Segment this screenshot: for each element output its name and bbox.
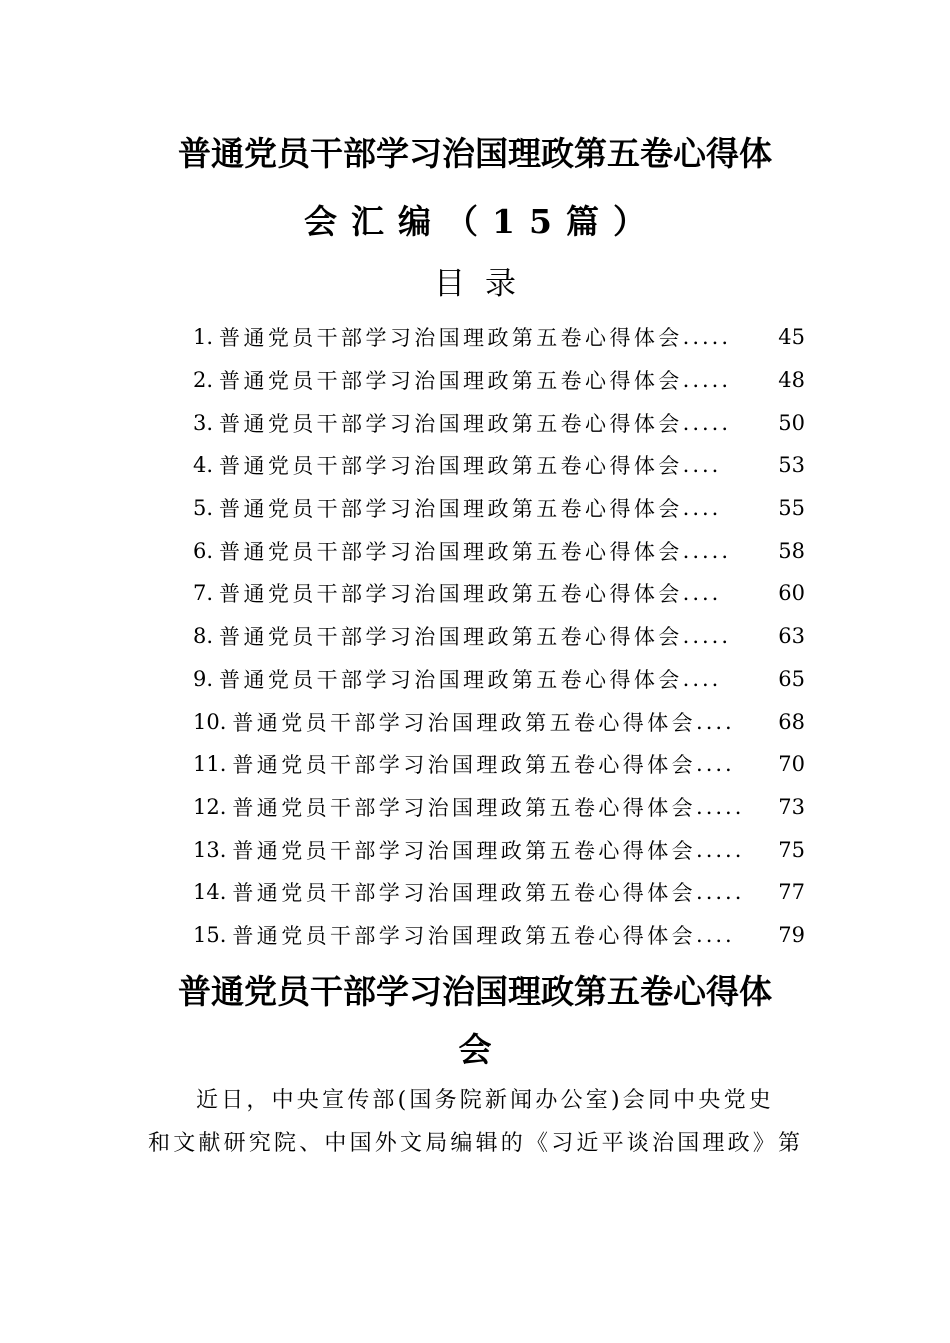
toc-entry-page: 79 bbox=[778, 922, 805, 947]
toc-heading: 目录 bbox=[434, 266, 536, 302]
toc-entry-title: 普通党员干部学习治国理政第五卷心得体会 bbox=[219, 326, 683, 351]
article-title-line-1: 普通党员干部学习治国理政第五卷心得体 bbox=[178, 972, 772, 1011]
toc-entry-leader: ..... bbox=[682, 410, 732, 435]
toc-entry-page: 63 bbox=[778, 624, 805, 649]
toc-entry-title: 普通党员干部学习治国理政第五卷心得体会 bbox=[219, 411, 683, 436]
toc-entry-11[interactable] bbox=[193, 743, 805, 786]
toc-entry-number: 15. bbox=[193, 922, 227, 947]
article-title-line-2: 会 bbox=[458, 1030, 492, 1069]
toc-entry-14[interactable] bbox=[193, 871, 805, 914]
toc-entry-title: 普通党员干部学习治国理政第五卷心得体会 bbox=[232, 838, 697, 863]
toc-entry-2[interactable] bbox=[193, 359, 805, 402]
toc-entry-title: 普通党员干部学习治国理政第五卷心得体会 bbox=[232, 710, 697, 735]
toc-entry-13[interactable] bbox=[193, 828, 805, 871]
toc-entry-leader: .... bbox=[682, 581, 722, 606]
body-text-line-1: 近日，中央宣传部(国务院新闻办公室)会同中央党史 bbox=[196, 1088, 774, 1113]
toc-entry-title: 普通党员干部学习治国理政第五卷心得体会 bbox=[219, 369, 683, 394]
toc-entry-number: 11. bbox=[193, 752, 227, 777]
toc-entry-1[interactable] bbox=[193, 316, 805, 359]
toc-entry-page: 53 bbox=[778, 453, 805, 478]
toc-entry-leader: ..... bbox=[696, 880, 745, 905]
toc-entry-title: 普通党员干部学习治国理政第五卷心得体会 bbox=[232, 923, 697, 948]
toc-entry-page: 55 bbox=[778, 496, 805, 521]
toc-entry-page: 75 bbox=[778, 837, 805, 862]
toc-entry-title: 普通党员干部学习治国理政第五卷心得体会 bbox=[232, 753, 697, 778]
toc-entry-leader: .... bbox=[682, 453, 722, 478]
toc-entry-number: 12. bbox=[193, 794, 227, 819]
toc-entry-leader: .... bbox=[682, 666, 722, 691]
toc-entry-4[interactable] bbox=[193, 444, 805, 487]
toc-entry-page: 60 bbox=[778, 581, 805, 606]
toc-entry-9[interactable] bbox=[193, 658, 805, 701]
toc-entry-number: 8. bbox=[193, 624, 214, 649]
toc-entry-leader: .... bbox=[696, 922, 735, 947]
toc-entry-number: 10. bbox=[193, 709, 227, 734]
toc-entry-number: 3. bbox=[193, 410, 214, 435]
document-title-line-1: 普通党员干部学习治国理政第五卷心得体 bbox=[178, 134, 772, 173]
toc-entry-number: 5. bbox=[193, 496, 214, 521]
toc-entry-title: 普通党员干部学习治国理政第五卷心得体会 bbox=[219, 625, 683, 650]
toc-entry-number: 2. bbox=[193, 368, 214, 393]
toc-entry-page: 68 bbox=[778, 709, 805, 734]
toc-entry-page: 48 bbox=[778, 368, 805, 393]
toc-entry-leader: .... bbox=[696, 709, 735, 734]
toc-entry-number: 1. bbox=[193, 325, 214, 350]
toc-entry-title: 普通党员干部学习治国理政第五卷心得体会 bbox=[219, 539, 683, 564]
toc-entry-leader: ..... bbox=[682, 368, 732, 393]
toc-entry-12[interactable] bbox=[193, 786, 805, 829]
toc-entry-10[interactable] bbox=[193, 700, 805, 743]
toc-entry-leader: .... bbox=[682, 496, 722, 521]
table-of-contents bbox=[193, 316, 805, 956]
toc-entry-6[interactable] bbox=[193, 529, 805, 572]
toc-entry-number: 13. bbox=[193, 837, 227, 862]
toc-entry-number: 4. bbox=[193, 453, 214, 478]
toc-entry-page: 58 bbox=[778, 538, 805, 563]
toc-entry-title: 普通党员干部学习治国理政第五卷心得体会 bbox=[232, 795, 697, 820]
document-title-line-2: 会汇编（15篇） bbox=[304, 202, 660, 241]
toc-entry-title: 普通党员干部学习治国理政第五卷心得体会 bbox=[219, 497, 683, 522]
toc-entry-8[interactable] bbox=[193, 615, 805, 658]
toc-entry-leader: ..... bbox=[682, 538, 732, 563]
toc-entry-page: 65 bbox=[778, 666, 805, 691]
toc-entry-3[interactable] bbox=[193, 401, 805, 444]
toc-entry-number: 7. bbox=[193, 581, 214, 606]
body-text-line-2: 和文献研究院、中国外文局编辑的《习近平谈治国理政》第 bbox=[148, 1131, 804, 1156]
toc-entry-leader: .... bbox=[696, 752, 735, 777]
toc-entry-page: 50 bbox=[778, 410, 805, 435]
toc-entry-page: 70 bbox=[778, 752, 805, 777]
toc-entry-5[interactable] bbox=[193, 487, 805, 530]
toc-entry-title: 普通党员干部学习治国理政第五卷心得体会 bbox=[219, 454, 683, 479]
toc-entry-page: 77 bbox=[778, 880, 805, 905]
toc-entry-number: 9. bbox=[193, 666, 214, 691]
toc-entry-title: 普通党员干部学习治国理政第五卷心得体会 bbox=[232, 881, 697, 906]
toc-entry-number: 14. bbox=[193, 880, 227, 905]
toc-entry-leader: ..... bbox=[682, 325, 732, 350]
toc-entry-page: 73 bbox=[778, 794, 805, 819]
toc-entry-page: 45 bbox=[778, 325, 805, 350]
toc-entry-title: 普通党员干部学习治国理政第五卷心得体会 bbox=[219, 582, 683, 607]
toc-entry-leader: ..... bbox=[682, 624, 732, 649]
toc-entry-number: 6. bbox=[193, 538, 214, 563]
toc-entry-leader: ..... bbox=[696, 837, 745, 862]
toc-entry-leader: ..... bbox=[696, 794, 745, 819]
toc-entry-7[interactable] bbox=[193, 572, 805, 615]
toc-entry-15[interactable] bbox=[193, 914, 805, 957]
toc-entry-title: 普通党员干部学习治国理政第五卷心得体会 bbox=[219, 667, 683, 692]
